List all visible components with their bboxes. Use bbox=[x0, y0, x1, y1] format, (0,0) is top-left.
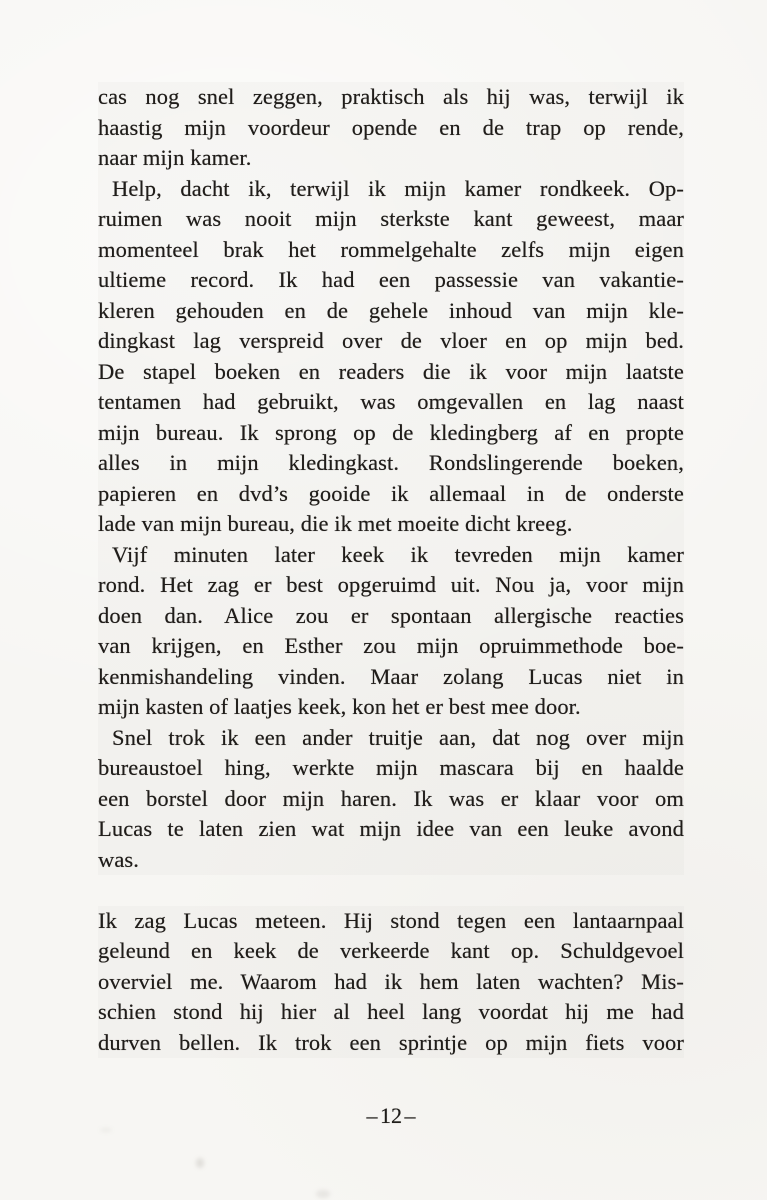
text-line: Ik zag Lucas meteen. Hij stond tegen een lantaarnpaal bbox=[98, 906, 684, 937]
text-line: tentamen had gebruikt, was omgevallen en lag naast bbox=[98, 387, 684, 418]
text-line: De stapel boeken en readers die ik voor mijn laatste bbox=[98, 357, 684, 388]
text-line: momenteel brak het rommelgehalte zelfs mijn eigen bbox=[98, 235, 684, 266]
text-line: Help, dacht ik, terwijl ik mijn kamer rondkeek. Op- bbox=[98, 174, 684, 205]
scan-smudge bbox=[100, 1128, 112, 1132]
text-line: dingkast lag verspreid over de vloer en op mijn bed. bbox=[98, 326, 684, 357]
body-text bbox=[98, 82, 684, 1058]
text-line: naar mijn kamer. bbox=[98, 143, 684, 174]
text-line: haastig mijn voordeur opende en de trap op rende, bbox=[98, 113, 684, 144]
text-line: rond. Het zag er best opgeruimd uit. Nou ja, voor mijn bbox=[98, 570, 684, 601]
blank-line bbox=[98, 875, 684, 906]
page-number: – 12 – bbox=[366, 1103, 416, 1128]
scan-smudge bbox=[196, 1158, 204, 1168]
text-line: Vijf minuten later keek ik tevreden mijn kamer bbox=[98, 540, 684, 571]
text-line: Snel trok ik een ander truitje aan, dat nog over mijn bbox=[98, 723, 684, 754]
text-line: cas nog snel zeggen, praktisch als hij was, terwijl ik bbox=[98, 82, 684, 113]
text-line: mijn bureau. Ik sprong op de kledingberg af en propte bbox=[98, 418, 684, 449]
text-line: was. bbox=[98, 845, 684, 876]
text-line: van krijgen, en Esther zou mijn opruimmethode boe- bbox=[98, 631, 684, 662]
text-line: schien stond hij hier al heel lang voordat hij me had bbox=[98, 997, 684, 1028]
text-line: papieren en dvd’s gooide ik allemaal in de onderste bbox=[98, 479, 684, 510]
text-line: mijn kasten of laatjes keek, kon het er best mee door. bbox=[98, 692, 684, 723]
text-line: Lucas te laten zien wat mijn idee van een leuke avond bbox=[98, 814, 684, 845]
scan-smudge bbox=[316, 1190, 330, 1198]
text-line: doen dan. Alice zou er spontaan allergische reacties bbox=[98, 601, 684, 632]
text-line: alles in mijn kledingkast. Rondslingerende boeken, bbox=[98, 448, 684, 479]
text-line: overviel me. Waarom had ik hem laten wachten? Mis- bbox=[98, 967, 684, 998]
text-line: een borstel door mijn haren. Ik was er klaar voor om bbox=[98, 784, 684, 815]
text-line: kleren gehouden en de gehele inhoud van mijn kle- bbox=[98, 296, 684, 327]
text-line: bureaustoel hing, werkte mijn mascara bij en haalde bbox=[98, 753, 684, 784]
text-line: kenmishandeling vinden. Maar zolang Lucas niet in bbox=[98, 662, 684, 693]
text-line: lade van mijn bureau, die ik met moeite dicht kreeg. bbox=[98, 509, 684, 540]
text-line: ultieme record. Ik had een passessie van vakantie- bbox=[98, 265, 684, 296]
text-line: durven bellen. Ik trok een sprintje op mijn fiets voor bbox=[98, 1028, 684, 1059]
text-line: ruimen was nooit mijn sterkste kant geweest, maar bbox=[98, 204, 684, 235]
text-line: geleund en keek de verkeerde kant op. Schuldgevoel bbox=[98, 936, 684, 967]
